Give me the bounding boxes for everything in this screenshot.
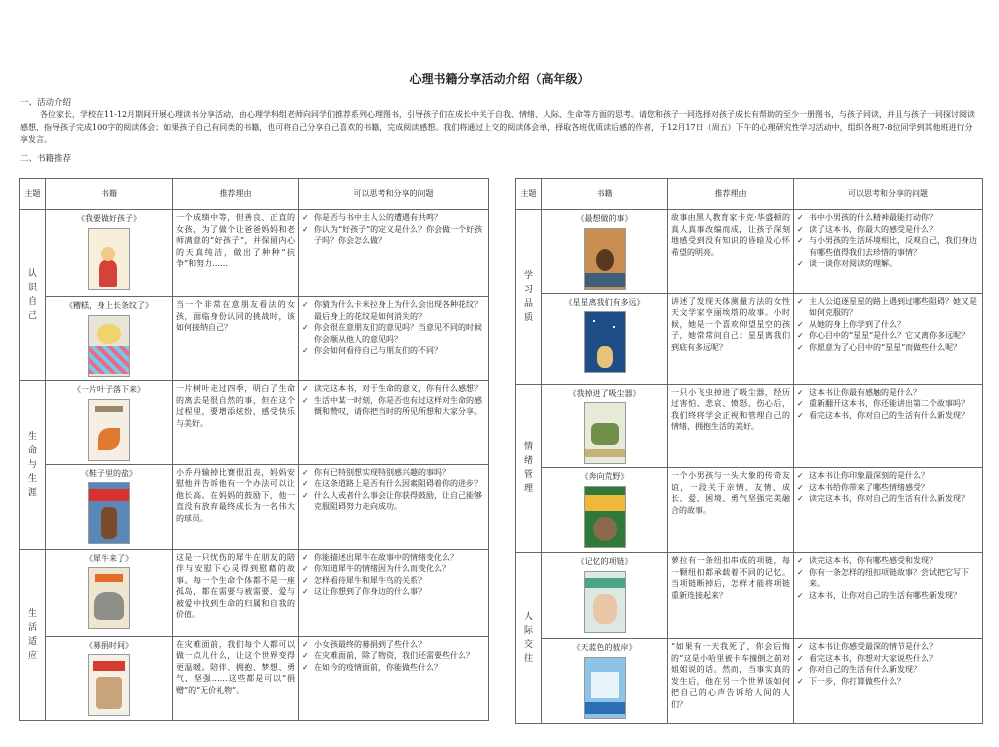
table-row	[20, 297, 489, 381]
question-item: ✓ 重新翻开这本书，你还能讲出第二个故事吗？	[797, 398, 979, 410]
question-item: ✓ 这本书让你印象最深刻的是什么？	[797, 470, 979, 482]
book-questions	[794, 293, 983, 384]
book-cover-image	[584, 571, 626, 633]
table-row	[20, 210, 489, 297]
table-row	[516, 468, 983, 553]
theme-cell: 生 活 适 应	[20, 549, 46, 720]
question-item: ✓ 在这条道路上是否有什么因素阻碍着你的进步？	[302, 478, 485, 490]
theme-cell: 学 习 品 质	[516, 210, 542, 385]
book-title: 《我要做好孩子》	[77, 214, 141, 223]
book-cell	[46, 381, 173, 465]
book-reason: 一只小飞虫掉进了吸尘器，经历过害怕、悲哀、愤怒、伤心后，我们终将学会正视和管理自己的情绪，拥抱生活的美好。	[668, 384, 794, 468]
book-cover-image	[88, 315, 130, 377]
book-title: 《募捐时间》	[85, 640, 133, 650]
table-row	[20, 549, 489, 636]
book-reason: 当一个非常在意朋友看法的女孩，面临身份认同的挑战时，该如何接纳自己？	[173, 297, 299, 381]
question-item: ✓ 你认为“好孩子”的定义是什么？你会做一个好孩子吗？你会怎么做？	[302, 224, 485, 247]
question-item: ✓ 这本书让你感受最深的情节是什么？	[797, 641, 979, 653]
book-cover-image	[88, 482, 130, 544]
book-questions	[299, 464, 489, 549]
question-item: ✓ 主人公追逐星星的路上遇到过哪些阻碍？她又是如何克服的？	[797, 296, 979, 319]
book-cover-image	[584, 486, 626, 548]
book-title: 《最想做的事》	[576, 214, 633, 223]
table-row	[516, 293, 983, 384]
question-item: ✓ 读完这本书，你对自己的生活有什么新发现？	[797, 493, 979, 505]
book-questions	[299, 381, 489, 465]
book-cell	[542, 293, 668, 384]
book-title: 《鞋子里的盐》	[81, 468, 137, 478]
question-item: ✓ 看完这本书，你对自己的生活有什么新发现？	[797, 410, 979, 422]
book-cell	[46, 210, 173, 297]
book-questions	[794, 384, 983, 468]
theme-cell: 认 识 自 己	[20, 210, 46, 381]
question-item: ✓ 书中小男孩的什么精神最能打动你？	[797, 212, 979, 224]
table-row	[20, 381, 489, 465]
question-item: ✓ 谈一谈你对阅读的理解。	[797, 258, 979, 270]
question-item: ✓ 你心目中的“星星”是什么？它又离你多远呢？	[797, 330, 979, 342]
book-reason: 小乔丹输掉比赛很沮丧，妈妈安慰他并告诉他有一个办法可以让他长高。在妈妈的鼓励下，他一直没有放弃最终成长为一名伟大的球员。	[173, 464, 299, 549]
theme-cell: 情 绪 管 理	[516, 384, 542, 553]
book-cell	[542, 384, 668, 468]
book-cover-image	[88, 654, 130, 716]
book-title: 《天蓝色的彼岸》	[572, 643, 637, 652]
book-cover-image	[584, 228, 626, 290]
question-item: ✓ 你会很在意朋友们的意见吗？当意见不同的时候你会顺从他人的意见吗？	[302, 322, 485, 345]
book-questions	[794, 553, 983, 639]
book-cell	[46, 464, 173, 549]
book-title: 《我掉进了吸尘器》	[568, 388, 641, 398]
table-row	[20, 464, 489, 549]
question-item: ✓ 读完这本书，你有哪些感受和发现？	[797, 555, 979, 567]
book-questions	[794, 639, 983, 724]
book-table-right	[515, 178, 983, 724]
book-questions	[299, 297, 489, 381]
book-cover-image	[584, 657, 626, 719]
header-reason: 推荐理由	[173, 179, 299, 210]
question-item: ✓ 这让你想到了你身边的什么事？	[302, 586, 485, 598]
question-item: ✓ 这本书给你带来了哪些情绪感受？	[797, 482, 979, 494]
book-cell	[46, 297, 173, 381]
question-item: ✓ 你知道犀牛的情绪因为什么而变化么？	[302, 563, 485, 575]
page-title: 心理书籍分享活动介绍（高年级）	[409, 72, 590, 86]
table-row	[20, 636, 489, 720]
question-item: ✓ 小女孩最终的募捐到了些什么？	[302, 639, 485, 651]
question-item: ✓ 看完这本书，你想对大家说些什么？	[797, 653, 979, 665]
book-cell	[542, 553, 668, 639]
question-item: ✓ 什么人或者什么事会让你获得鼓励，让自己能够克服阻碍努力走向成功。	[302, 490, 485, 513]
question-item: ✓ 你有已特别想实现特别感兴趣的事吗？	[302, 467, 485, 479]
book-reason: 一个小男孩与一头大象的传奇友谊，一段关于亲情、友情、成长、爱、困境、勇气坚强完美融合的故事。	[668, 468, 794, 553]
header-theme: 主题	[20, 179, 46, 210]
book-reason: 一个成绩中等，但善良、正直的女孩，为了做个让爸爸妈妈和老师满意的“好孩子”，并保留内心的天真纯洁，做出了种种“抗争”和努力……	[173, 210, 299, 297]
book-cover-image	[584, 311, 626, 373]
question-item: ✓ 你会如何看待自己与朋友们的不同？	[302, 345, 485, 357]
header-theme: 主题	[516, 179, 542, 210]
question-item: ✓ 读了这本书，你最大的感受是什么？	[797, 224, 979, 236]
question-item: ✓ 这本书让你最有感触的是什么？	[797, 387, 979, 399]
book-cover-image	[88, 567, 130, 629]
intro-paragraph: 各位家长，学校在11-12月期间开展心理读书分享活动，由心理学科组老师向同学们推荐系列心理图书，引导孩子们在成长中关于自我、情绪、人际、生命等方面的思考。请您和孩子一同选择对孩子成长有帮助的至少一册图书，与孩子同读，并且与孩子一同探讨阅读感想，指导孩子完成100字的阅读体会；如果孩子自己有同类的书籍，也可将自己分享自己喜欢的书籍，完成阅读感想。我们将通过上交的阅读体会单，择取各班优质读后感的作者，于12月17日（周五）下午的心理研究性学习活动中，组织各班7-8位同学到其他班进行分享发言。	[20, 110, 976, 144]
book-reason: 萝拉有一条纽扣串成的项链，每一颗纽扣都承载着不同的记忆。当项链断掉后，怎样才能将项链重新连接起来？	[668, 553, 794, 639]
question-item: ✓ 读完这本书，对于生命的意义，你有什么感想？	[302, 383, 485, 395]
theme-cell: 人 际 交 往	[516, 553, 542, 724]
header-questions: 可以思考和分享的问题	[299, 179, 489, 210]
book-questions	[299, 636, 489, 720]
book-title: 《星星离我们有多远》	[564, 297, 645, 307]
header-book: 书籍	[542, 179, 668, 210]
book-cell	[46, 549, 173, 636]
table-row	[516, 210, 983, 294]
header-book: 书籍	[46, 179, 173, 210]
book-title: 《犀牛来了》	[85, 553, 133, 563]
book-cell	[542, 468, 668, 553]
question-item: ✓ 在灾难面前，除了物资，我们还需要些什么？	[302, 650, 485, 662]
book-cell	[46, 636, 173, 720]
book-cell	[542, 210, 668, 294]
question-item: ✓ 你有一条怎样的纽扣项链故事？尝试把它写下来。	[797, 567, 979, 590]
book-questions	[299, 549, 489, 636]
question-item: ✓ 你猜为什么卡米拉身上为什么会出现各种花纹？最后身上的花纹是如何消失的？	[302, 299, 485, 322]
question-item: ✓ 在如今的疫情面前，你能做些什么？	[302, 662, 485, 674]
book-questions	[794, 468, 983, 553]
question-item: ✓ 你愿意为了心目中的“星星”而做些什么呢？	[797, 342, 979, 354]
question-item: ✓ 从她的身上你学到了什么？	[797, 319, 979, 331]
book-title: 《糟糕，身上长条纹了》	[65, 301, 153, 310]
question-item: ✓ 你是否与书中主人公的遭遇有共鸣？	[302, 212, 485, 224]
table-row	[516, 553, 983, 639]
book-cover-image	[88, 228, 130, 290]
book-title: 《记忆的项链》	[576, 557, 633, 566]
header-questions: 可以思考和分享的问题	[794, 179, 983, 210]
book-title: 《奔向荒野》	[580, 472, 629, 481]
book-table-left	[19, 178, 489, 721]
question-item: ✓ 下一步，你打算做些什么？	[797, 676, 979, 688]
table-row	[516, 384, 983, 468]
question-item: ✓ 你能描述出犀牛在故事中的情绪变化么？	[302, 552, 485, 564]
question-item: ✓ 与小男孩的生活环境相比，反观自己，我们身边有哪些值得我们去珍惜的事情？	[797, 235, 979, 258]
question-item: ✓ 生活中某一时刻，你是否也有过这样对生命的感慨和赞叹，请你把当时的所见所想和大家分享。	[302, 395, 485, 418]
book-reason: 在灾难面前，我们每个人都可以做一点儿什么，让这个世界变得更温暖。陪伴、拥抱、梦想、勇气、坚强……这些都是可以“捐赠”的“无价礼物”。	[173, 636, 299, 720]
book-reason: “如果有一天我死了，你会后悔的”这是小哈里被卡车撞倒之前对姐姐说的话。然而，当事实真的发生后，他在另一个世界该如何把自己的心声告诉给人间的人们？	[668, 639, 794, 724]
book-reason: 这是一只忧伤的犀牛在朋友的陪伴与安慰下心灵得到慰藉的故事。每一个生命个体都不是一座孤岛，都在需要与被需要、爱与被爱中找到生命的归属和自我的价值。	[173, 549, 299, 636]
header-reason: 推荐理由	[668, 179, 794, 210]
section-heading-books: 二、书籍推荐	[20, 154, 72, 164]
book-cell	[542, 639, 668, 724]
theme-cell: 生 命 与 生 涯	[20, 381, 46, 550]
book-title: 《一片叶子落下来》	[73, 385, 145, 394]
book-cover-image	[88, 399, 130, 461]
book-cover-image	[584, 402, 626, 464]
book-reason: 讲述了发现天体测量方法的女性天文学家亨丽埃塔的故事。小时候，她是一个喜欢仰望星空的孩子，她常常问自己：星星离我们到底有多远呢？	[668, 293, 794, 384]
section-heading-intro: 一、活动介绍	[20, 98, 72, 108]
book-reason: 故事由黑人教育家卡克·华盛顿的真人真事改编而成，让孩子深刻地感受到没有知识的昏暗及心怀希望的明亮。	[668, 210, 794, 294]
book-questions	[299, 210, 489, 297]
question-item: ✓ 怎样看待犀牛和犀牛鸟的关系？	[302, 575, 485, 587]
table-row	[516, 639, 983, 724]
book-reason: 一片树叶走过四季，明白了生命的离去是很自然的事，但在这个过程里，要增添炫纷，感受快乐与美好。	[173, 381, 299, 465]
question-item: ✓ 这本书，让你对自己的生活有哪些新发现？	[797, 590, 979, 602]
question-item: ✓ 你对自己的生活有什么新发现？	[797, 664, 979, 676]
book-questions	[794, 210, 983, 294]
